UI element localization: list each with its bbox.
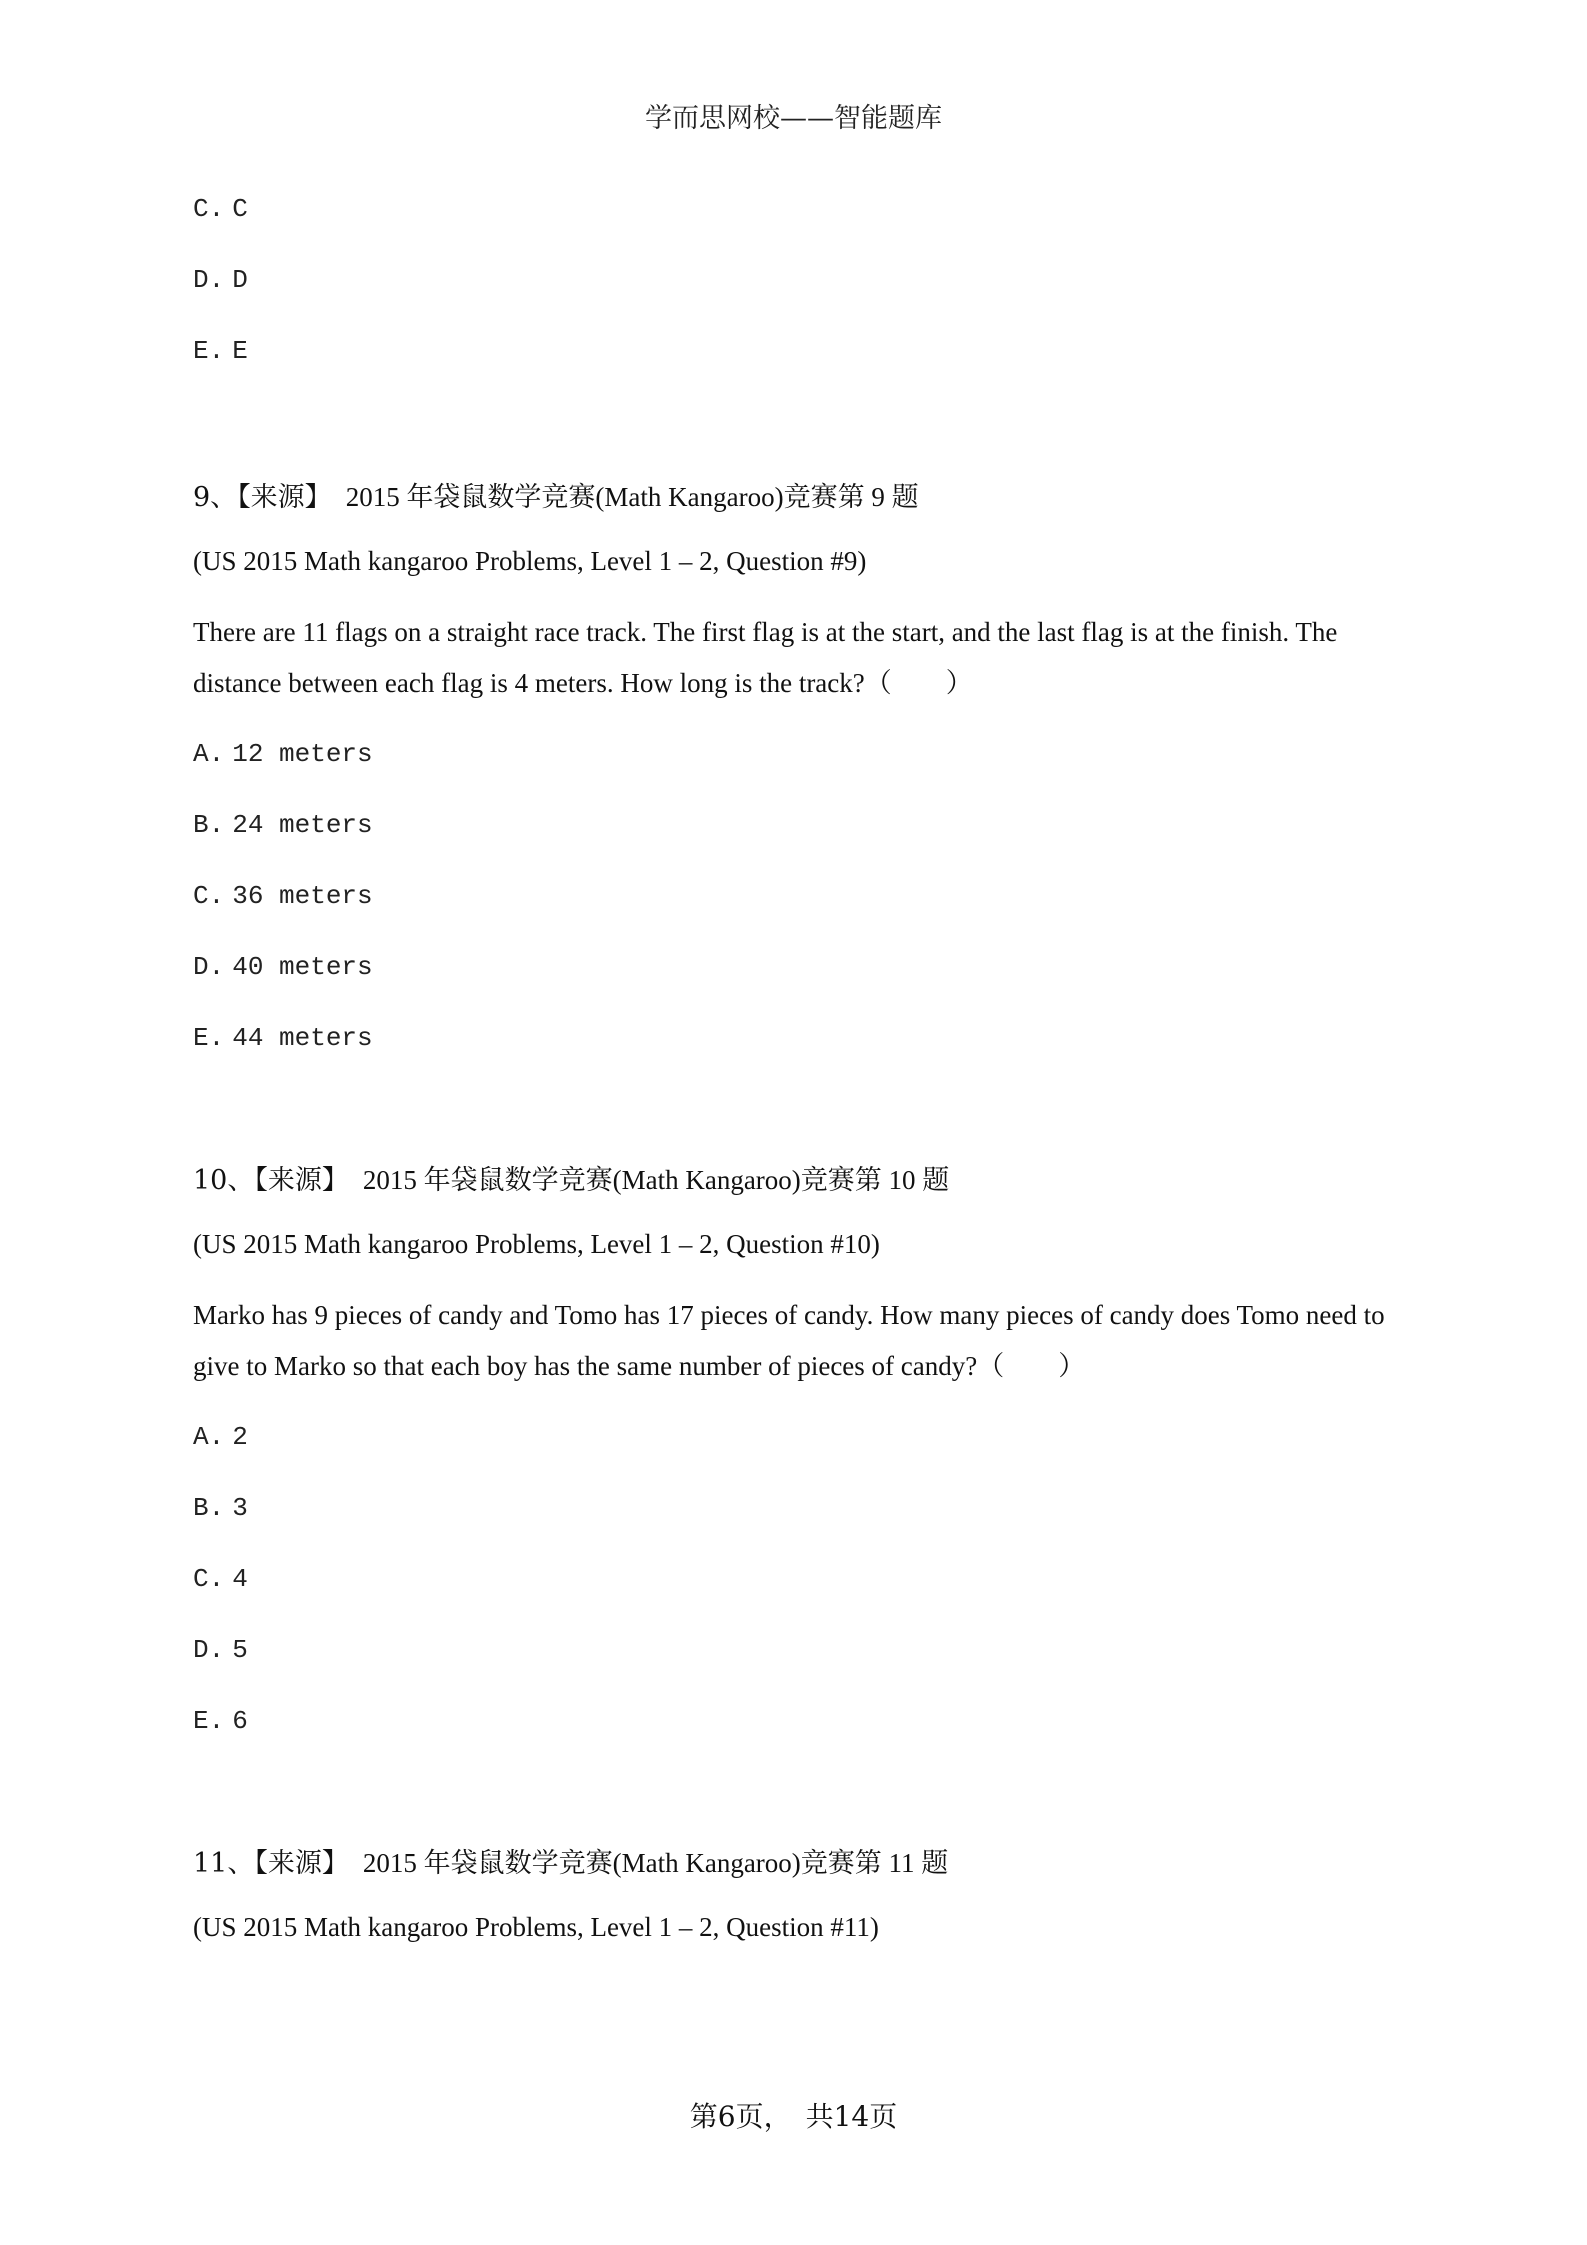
option-d [193,265,248,295]
option-letter: E. [193,336,225,366]
option-text: 5 [232,1635,248,1665]
option-text: C [232,194,248,224]
option-c [193,194,248,224]
option-letter: C. [193,194,225,224]
option-text: 44 meters [232,1023,373,1053]
source-tag: 【来源】 [237,482,332,513]
question-9-option-c [193,881,373,911]
question-source: 2015 年袋鼠数学竞赛(Math Kangaroo)竞赛第 9 题 [345,482,919,512]
question-9-text: There are 11 flags on a straight race track. The first flag is at the start, and the last flag is at the finish. The distance between each flag is 4 meters. How long is the track?（ ） [193,617,1338,698]
question-10-reference: (US 2015 Math kangaroo Problems, Level 1 – 2, Question #10) [193,1229,880,1259]
option-letter: B. [193,810,225,840]
question-10-option-b [193,1493,248,1523]
option-text: 24 meters [232,810,373,840]
question-10-title [193,1158,949,1197]
question-source: 2015 年袋鼠数学竞赛(Math Kangaroo)竞赛第 11 题 [362,1848,949,1878]
option-letter: D. [193,265,225,295]
option-text: 4 [232,1564,248,1594]
option-text: 12 meters [232,739,373,769]
question-number: 10、 [193,1165,255,1196]
option-e [193,336,248,366]
option-letter: A. [193,739,225,769]
question-9-option-d [193,952,373,982]
option-text: D [232,265,248,295]
question-10-option-e [193,1706,248,1736]
option-text: 36 meters [232,881,373,911]
option-text: 6 [232,1706,248,1736]
page-footer-number: 第6页， 共14页 [689,2100,898,2133]
question-11-title [193,1841,948,1880]
option-letter: C. [193,881,225,911]
source-tag: 【来源】 [254,1848,349,1879]
option-letter: E. [193,1706,225,1736]
question-9-option-e [193,1023,373,1053]
question-9-option-b [193,810,373,840]
question-source: 2015 年袋鼠数学竞赛(Math Kangaroo)竞赛第 10 题 [362,1165,950,1195]
question-10-text: Marko has 9 pieces of candy and Tomo has 17 pieces of candy. How many pieces of candy does Tomo need to give to Marko so that each boy has the same number of pieces of candy?（ ） [193,1300,1385,1381]
question-9-reference: (US 2015 Math kangaroo Problems, Level 1 – 2, Question #9) [193,546,867,576]
option-letter: E. [193,1023,225,1053]
option-letter: C. [193,1564,225,1594]
question-10-option-a [193,1422,248,1452]
option-letter: D. [193,952,225,982]
option-text: 2 [232,1422,248,1452]
question-10-option-d [193,1635,248,1665]
option-text: 40 meters [232,952,373,982]
question-11-reference: (US 2015 Math kangaroo Problems, Level 1 – 2, Question #11) [193,1912,879,1942]
option-letter: D. [193,1635,225,1665]
page-header-title: 学而思网校——智能题库 [645,103,942,134]
option-text: 3 [232,1493,248,1523]
question-9-title [193,475,919,514]
question-number: 9、 [193,482,238,513]
question-number: 11、 [193,1848,255,1879]
option-letter: B. [193,1493,225,1523]
source-tag: 【来源】 [254,1165,349,1196]
question-10-option-c [193,1564,248,1594]
question-9-option-a [193,739,373,769]
option-text: E [232,336,248,366]
option-letter: A. [193,1422,225,1452]
